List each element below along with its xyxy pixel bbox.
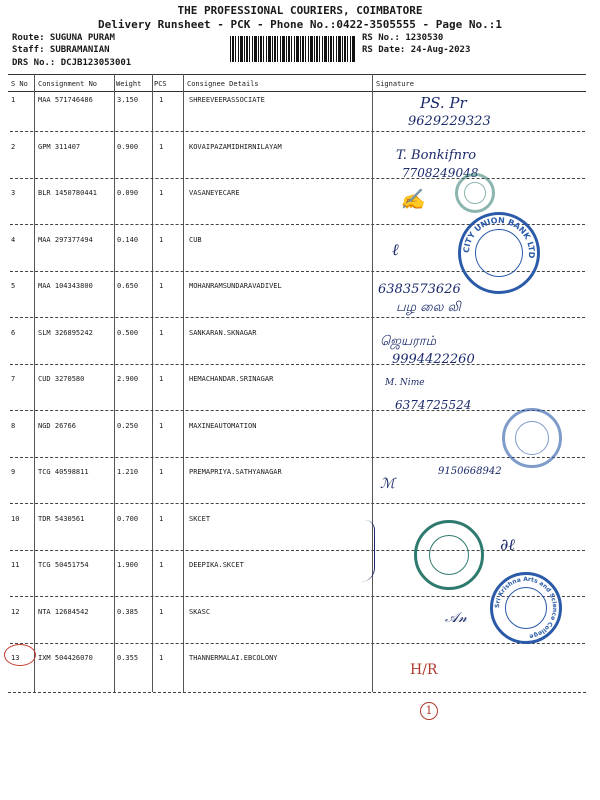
pen-mark bbox=[358, 520, 375, 582]
college-stamp bbox=[490, 572, 562, 644]
cell-pcs: 1 bbox=[159, 375, 164, 383]
cell-consignment: CUD 3270580 bbox=[38, 375, 85, 383]
cell-sno: 10 bbox=[11, 514, 20, 523]
rs-date: RS Date: 24-Aug-2023 bbox=[362, 45, 471, 55]
cell-weight: 0.090 bbox=[117, 189, 139, 197]
cell-consignee: MOHANRAMSUNDARAVADIVEL bbox=[189, 282, 282, 290]
cell-consignment: TDR 5430561 bbox=[38, 514, 85, 523]
column-divider bbox=[34, 74, 35, 692]
cell-pcs: 1 bbox=[159, 561, 164, 569]
cell-consignee: DEEPIKA.SKCET bbox=[189, 561, 244, 569]
table-bottom-border bbox=[8, 692, 586, 693]
phone-row-1: 9629229323 bbox=[408, 114, 491, 129]
signature-row-13: H/R bbox=[410, 662, 438, 678]
cell-consignment: GPM 311407 bbox=[38, 142, 81, 151]
signature-row-7: M. Nime bbox=[385, 378, 425, 388]
cell-consignment: MAA 297377494 bbox=[38, 235, 93, 244]
svg-text:CITY UNION BANK LTD bbox=[462, 216, 536, 259]
column-divider bbox=[372, 74, 373, 692]
cell-consignee: MAXINEAUTOMATION bbox=[189, 421, 257, 430]
signature-scribble-row-3: ✍ bbox=[400, 187, 425, 211]
cell-consignee: HEMACHANDAR.SRINAGAR bbox=[189, 375, 274, 383]
column-header-signature: Signature bbox=[376, 80, 414, 88]
cell-consignee: THANNERMALAI.EBCOLONY bbox=[189, 654, 278, 662]
cell-consignment: SLM 326895242 bbox=[38, 328, 93, 337]
cell-weight: 2.900 bbox=[117, 375, 139, 383]
cell-consignment: NGD 26766 bbox=[38, 421, 76, 430]
row-separator bbox=[10, 410, 585, 411]
cell-sno: 8 bbox=[11, 421, 16, 430]
row-separator bbox=[10, 503, 585, 504]
cell-weight: 0.650 bbox=[117, 282, 139, 290]
cell-weight: 0.900 bbox=[117, 142, 139, 151]
runsheet-subtitle: Delivery Runsheet - PCK - Phone No.:0422-3505555 - Page No.:1 bbox=[98, 18, 502, 31]
cell-consignee: CUB bbox=[189, 235, 202, 244]
barcode-icon bbox=[230, 36, 355, 62]
bank-stamp bbox=[458, 212, 540, 294]
cell-pcs: 1 bbox=[159, 96, 164, 104]
cell-consignee: KOVAIPAZAMIDHIRNILAYAM bbox=[189, 142, 282, 151]
route-label: Route: SUGUNA PURAM bbox=[12, 33, 115, 43]
signature-row-2: T. Bonkifnro bbox=[396, 148, 477, 163]
signature-row-1: PS. Pr bbox=[420, 94, 467, 112]
cell-sno: 12 bbox=[11, 607, 20, 616]
cell-weight: 1.210 bbox=[117, 468, 139, 476]
cell-consignment: TCG 50451754 bbox=[38, 561, 89, 569]
cell-pcs: 1 bbox=[159, 328, 164, 337]
column-divider bbox=[152, 74, 153, 692]
row-separator bbox=[10, 457, 585, 458]
cell-consignee: VASANEYECARE bbox=[189, 189, 240, 197]
signature-scribble-row-12: 𝒜𝓃 bbox=[445, 610, 467, 626]
column-divider bbox=[183, 74, 184, 692]
cell-consignment: MAA 104343800 bbox=[38, 282, 93, 290]
cell-weight: 0.250 bbox=[117, 421, 139, 430]
cell-consignment: BLR 1450780441 bbox=[38, 189, 98, 197]
column-divider bbox=[114, 74, 115, 692]
cell-pcs: 1 bbox=[159, 142, 164, 151]
cell-weight: 1.900 bbox=[117, 561, 139, 569]
cell-pcs: 1 bbox=[159, 421, 164, 430]
phone-row-5: 6383573626 bbox=[378, 282, 461, 297]
rs-number: RS No.: 1230530 bbox=[362, 33, 444, 43]
cell-consignment: IXM 504426070 bbox=[38, 654, 93, 662]
cell-pcs: 1 bbox=[159, 607, 164, 616]
row-separator bbox=[10, 550, 585, 551]
cell-consignee: SKCET bbox=[189, 514, 211, 523]
cell-pcs: 1 bbox=[159, 189, 164, 197]
signature-row-6: ஜெயராம் bbox=[380, 334, 437, 349]
faint-stamp bbox=[455, 173, 495, 213]
cell-consignee: PREMAPRIYA.SATHYANAGAR bbox=[189, 468, 282, 476]
bank-stamp-text: CITY UNION BANK LTD bbox=[461, 215, 537, 259]
cell-weight: 0.700 bbox=[117, 514, 139, 523]
cell-weight: 0.500 bbox=[117, 328, 139, 337]
cell-sno: 1 bbox=[11, 96, 16, 104]
cell-consignment: NTA 12684542 bbox=[38, 607, 89, 616]
signature-scribble-row-9: ℳ bbox=[380, 476, 395, 492]
row-separator bbox=[10, 364, 585, 365]
svg-text:Sri Krishna Arts and Science C bbox=[494, 576, 558, 640]
row-separator bbox=[10, 131, 585, 132]
company-title: THE PROFESSIONAL COURIERS, COIMBATORE bbox=[177, 4, 423, 17]
page-count-mark: 1 bbox=[420, 702, 438, 720]
cell-sno: 13 bbox=[11, 654, 20, 662]
column-header-sno: S No bbox=[11, 80, 28, 88]
signature-scribble-row-11: ∂ℓ bbox=[500, 535, 515, 554]
company-stamp bbox=[502, 408, 562, 468]
phone-row-6: 9994422260 bbox=[392, 352, 475, 367]
column-header-consignee: Consignee Details bbox=[187, 80, 259, 88]
cell-sno: 9 bbox=[11, 468, 16, 476]
cell-sno: 6 bbox=[11, 328, 16, 337]
cell-pcs: 1 bbox=[159, 235, 164, 244]
row-separator bbox=[10, 178, 585, 179]
cell-consignee: SANKARAN.SKNAGAR bbox=[189, 328, 257, 337]
cell-pcs: 1 bbox=[159, 654, 164, 662]
phone-row-2: 7708249048 bbox=[402, 166, 479, 180]
row-13-circle-mark bbox=[4, 644, 36, 666]
signature-row-5: பழ லை லி bbox=[396, 300, 461, 315]
table-top-border bbox=[8, 74, 586, 75]
cell-consignment: MAA 571746486 bbox=[38, 96, 93, 104]
cell-sno: 2 bbox=[11, 142, 16, 151]
institution-stamp bbox=[414, 520, 484, 590]
drs-number: DRS No.: DCJB123053001 bbox=[12, 58, 132, 68]
column-header-consignment: Consignment No bbox=[38, 80, 98, 88]
cell-weight: 0.140 bbox=[117, 235, 139, 244]
cell-pcs: 1 bbox=[159, 514, 164, 523]
cell-weight: 0.355 bbox=[117, 654, 139, 662]
row-separator bbox=[10, 317, 585, 318]
cell-weight: 0.385 bbox=[117, 607, 139, 616]
cell-consignee: SKASC bbox=[189, 607, 211, 616]
cell-sno: 7 bbox=[11, 375, 16, 383]
cell-sno: 11 bbox=[11, 561, 20, 569]
cell-pcs: 1 bbox=[159, 282, 164, 290]
cell-sno: 3 bbox=[11, 189, 16, 197]
table-header-border bbox=[8, 91, 586, 92]
phone-row-9: 9150668942 bbox=[438, 466, 502, 477]
phone-row-7: 6374725524 bbox=[395, 398, 472, 412]
cell-consignee: SHREEVEERASSOCIATE bbox=[189, 96, 265, 104]
cell-sno: 5 bbox=[11, 282, 16, 290]
cell-sno: 4 bbox=[11, 235, 16, 244]
column-header-weight: Weight bbox=[116, 80, 142, 88]
college-stamp-text: Sri Krishna Arts and Science College bbox=[493, 575, 559, 640]
cell-pcs: 1 bbox=[159, 468, 164, 476]
cell-consignment: TCG 40598811 bbox=[38, 468, 89, 476]
signature-scribble-row-4: ℓ bbox=[392, 240, 399, 259]
cell-weight: 3.150 bbox=[117, 96, 139, 104]
staff-label: Staff: SUBRAMANIAN bbox=[12, 45, 110, 55]
column-header-pcs: PCS bbox=[154, 80, 167, 88]
